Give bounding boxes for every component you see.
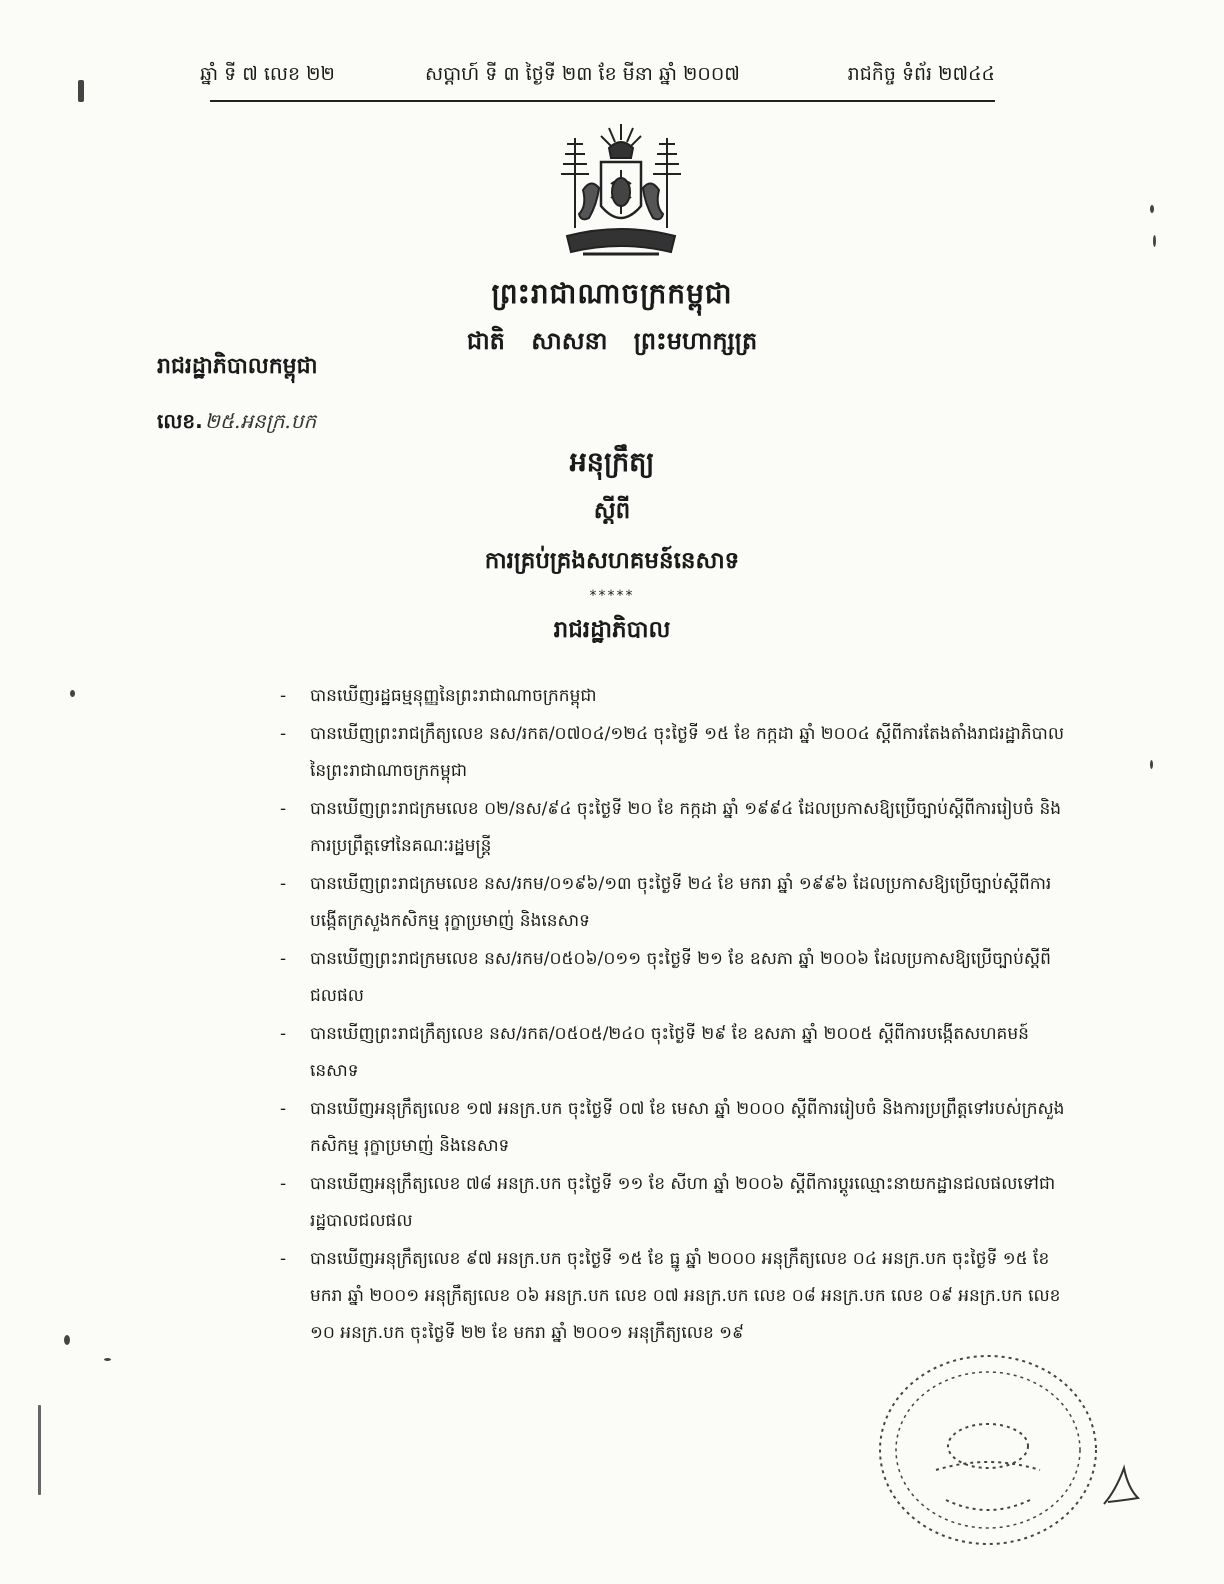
official-seal-stamp-icon — [876, 1350, 1101, 1550]
header-date: សប្តាហ៍ ទី ៣ ថ្ងៃទី ២៣ ខែ មីនា ឆ្នាំ ២០០៧ — [425, 63, 740, 85]
scan-mark — [104, 1358, 111, 1361]
scan-mark — [1150, 205, 1154, 213]
header-rule — [210, 100, 995, 102]
header-issue: ឆ្នាំ ទី ៧ លេខ ២២ — [200, 63, 335, 85]
scan-mark — [64, 1335, 70, 1345]
list-item: - បានឃើញព្រះរាជក្រឹត្យលេខ នស/រកត/០៧០៤/១២៤ ចុះថ្ងៃទី ១៥ ខែ កក្កដា ឆ្នាំ ២០០៤ ស្តីពីការតែងតាំងរាជរដ្ឋាភិបាលនៃព្រះរាជាណាចក្រកម្ពុជា — [280, 724, 1065, 781]
scan-mark — [78, 80, 84, 102]
header-page: រាជកិច្ច ទំព័រ ២៧៤៤ — [847, 63, 995, 85]
royal-arms-emblem-icon — [553, 118, 689, 270]
kingdom-title: ព្រះរាជាណាចក្រកម្ពុជា — [491, 277, 733, 310]
document-number-label: លេខ. — [157, 409, 203, 433]
document-number-value: ២៥.អនក្រ.បក — [204, 409, 317, 433]
scan-mark — [70, 690, 75, 697]
separator: ***** — [589, 588, 635, 604]
list-item: - បានឃើញអនុក្រឹត្យលេខ ៩៧ អនក្រ.បក ចុះថ្ងៃទី ១៥ ខែ ធ្នូ ឆ្នាំ ២០០០ អនុក្រឹត្យលេខ ០៤ អនក្រ.បក ចុះថ្ងៃទី ១៥ ខែ មករា ឆ្នាំ ២០០១ អនុក្រឹត្យលេខ ០៦ អនក្រ.បក លេខ ០៧ អនក្រ.បក លេខ ០៨ អនក្រ.បក លេខ ០៩ អនក្រ.បក លេខ ១០ អនក្រ.បក ចុះថ្ងៃទី ២២ ខែ មករា ឆ្នាំ ២០០១ អនុក្រឹត្យលេខ ១៩ — [280, 1249, 1061, 1343]
list-item: - បានឃើញរដ្ឋធម្មនុញ្ញនៃព្រះរាជាណាចក្រកម្ពុជា — [280, 686, 597, 706]
document-subject: ការគ្រប់គ្រងសហគមន៍នេសាទ — [484, 548, 740, 574]
scan-mark — [1153, 235, 1156, 247]
list-item: - បានឃើញព្រះរាជក្រមលេខ នស/រកម/០៥០៦/០១១ ចុះថ្ងៃទី ២១ ខែ ឧសភា ឆ្នាំ ២០០៦ ដែលប្រកាសឱ្យប្រើច្បាប់ស្តីពីជលផល — [280, 949, 1051, 1006]
list-item: - បានឃើញព្រះរាជក្រមលេខ នស/រកម/០១៩៦/១៣ ចុះថ្ងៃទី ២៤ ខែ មករា ឆ្នាំ ១៩៩៦ ដែលប្រកាសឱ្យប្រើច្បាប់ស្តីពីការបង្កើតក្រសួងកសិកម្ម រុក្ខាប្រមាញ់ និងនេសាទ — [280, 874, 1052, 931]
issuer: រាជរដ្ឋាភិបាល — [553, 617, 671, 643]
list-item: - បានឃើញអនុក្រឹត្យលេខ ១៧ អនក្រ.បក ចុះថ្ងៃទី ០៧ ខែ មេសា ឆ្នាំ ២០០០ ស្តីពីការរៀបចំ និងការប្រព្រឹត្តទៅរបស់ក្រសួងកសិកម្ម រុក្ខាប្រមាញ់ និងនេសាទ — [280, 1099, 1065, 1156]
national-motto: ជាតិ សាសនា ព្រះមហាក្សត្រ — [466, 327, 758, 355]
scan-mark — [38, 1405, 41, 1495]
document-type: អនុក្រឹត្យ — [569, 447, 655, 478]
about-label: ស្តីពី — [593, 498, 631, 524]
running-header — [200, 62, 995, 102]
list-item: - បានឃើញព្រះរាជក្រមលេខ ០២/នស/៩៤ ចុះថ្ងៃទី ២០ ខែ កក្កដា ឆ្នាំ ១៩៩៤ ដែលប្រកាសឱ្យប្រើច្បាប់ស្តីពីការរៀបចំ និងការប្រព្រឹត្តទៅនៃគណៈរដ្ឋមន្ត្រី — [280, 799, 1062, 856]
list-item: - បានឃើញព្រះរាជក្រឹត្យលេខ នស/រកត/០៥០៥/២៤០ ចុះថ្ងៃទី ២៩ ខែ ឧសភា ឆ្នាំ ២០០៥ ស្តីពីការបង្កើតសហគមន៍នេសាទ — [280, 1024, 1029, 1081]
scan-mark — [1150, 760, 1153, 769]
preamble-list — [280, 678, 1065, 1353]
document-number — [157, 408, 316, 438]
list-item: - បានឃើញអនុក្រឹត្យលេខ ៧៨ អនក្រ.បក ចុះថ្ងៃទី ១១ ខែ សីហា ឆ្នាំ ២០០៦ ស្តីពីការប្តូរឈ្មោះនាយកដ្ឋានជលផលទៅជារដ្ឋបាលជលផល — [280, 1174, 1056, 1231]
handwritten-initial-icon — [1098, 1460, 1146, 1510]
government-name: រាជរដ្ឋាភិបាលកម្ពុជា — [157, 354, 318, 379]
